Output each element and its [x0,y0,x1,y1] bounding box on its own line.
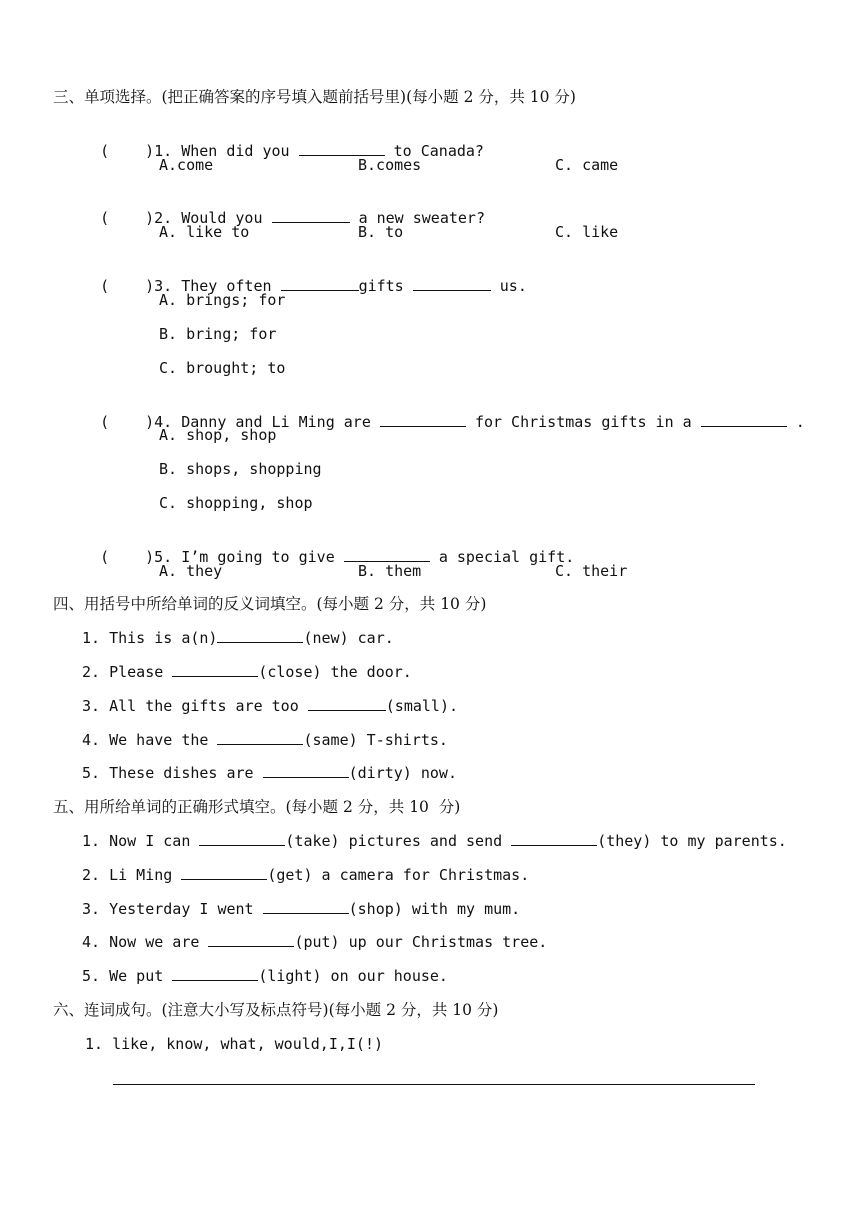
section-3-title: 三、单项选择。(把正确答案的序号填入题前括号里)(每小题 2 分，共 10 分) [53,88,576,106]
section-5-item [82,831,787,851]
section-5-title: 五、用所给单词的正确形式填空。(每小题 2 分，共 10 分) [53,798,461,816]
section-6-title: 六、连词成句。(注意大小写及标点符号)(每小题 2 分，共 10 分) [53,1001,499,1019]
item-text-post: (shop) with my mum. [348,900,521,918]
fill-blank[interactable] [299,141,385,156]
fill-blank[interactable] [344,547,430,562]
fill-blank[interactable] [281,276,359,291]
section-5-item [82,966,448,986]
fill-blank[interactable] [263,763,349,778]
section-5-item [82,899,520,919]
item-text-pre: 2. Please [82,663,164,681]
fill-blank[interactable] [199,831,285,846]
question-number: 5. [154,548,173,566]
fill-blank[interactable] [172,662,258,677]
answer-paren-open: ( [100,142,110,160]
question-number: 2. [154,209,173,227]
answer-paren-close: ) [145,277,155,295]
item-text-pre: 5. We put [82,967,164,985]
question-text-post: to Canada? [393,142,484,160]
option-b: B.comes [358,156,422,174]
item-text-pre: 2. Li Ming [82,866,173,884]
section-4-item [82,730,448,750]
answer-paren-close: ) [145,413,155,431]
fill-blank[interactable] [172,966,258,981]
question-3 [82,256,527,296]
option-b: B. bring; for [159,325,277,343]
question-text-pre: Would you [181,209,263,227]
item-text-post: (small). [385,697,459,715]
answer-paren-open: ( [100,548,110,566]
option-c: C. brought; to [159,359,286,377]
option-a: A. brings; for [159,291,286,309]
question-1 [82,121,484,161]
fill-blank[interactable] [272,208,350,223]
section-5-item [82,865,529,885]
item-text-post: (same) T-shirts. [303,731,448,749]
option-c: C. their [555,562,628,580]
section-4-title: 四、用括号中所给单词的反义词填空。(每小题 2 分，共 10 分) [53,595,487,613]
fill-blank[interactable] [181,865,267,880]
item-text-pre: 3. Yesterday I went [82,900,254,918]
section-4-item [82,696,458,716]
question-text-pre: I’m going to give [181,548,335,566]
answer-paren-close: ) [145,142,155,160]
option-a: A. like to [159,223,250,241]
answer-paren-close: ) [145,548,155,566]
fill-blank[interactable] [308,696,386,711]
item-text-pre: 3. All the gifts are too [82,697,299,715]
item-text-post: (dirty) now. [348,764,457,782]
section-4-item [82,662,412,682]
question-text-post: . [795,413,805,431]
item-text-post: (put) up our Christmas tree. [294,933,548,951]
fill-blank[interactable] [208,932,294,947]
answer-paren-open: ( [100,413,110,431]
item-text-pre: 1. Now I can [82,832,191,850]
item-text-post: (new) car. [303,629,394,647]
question-text-pre: They often [181,277,272,295]
section-5-item [82,932,547,952]
question-text-pre: Danny and Li Ming are [181,413,371,431]
item-text-pre: 4. We have the [82,731,209,749]
fill-blank[interactable] [217,628,303,643]
option-b: B. to [358,223,404,241]
fill-blank[interactable] [413,276,491,291]
fill-blank[interactable] [263,899,349,914]
answer-paren-open: ( [100,209,110,227]
fill-blank[interactable] [511,831,597,846]
option-c: C. came [555,156,619,174]
question-number: 4. [154,413,173,431]
question-text-post: a special gift. [438,548,575,566]
item-text-mid: (take) pictures and send [285,832,503,850]
answer-paren-close: ) [145,209,155,227]
question-text-post: us. [499,277,527,295]
question-number: 1. [154,142,173,160]
item-text-pre: 1. This is a(n) [82,629,218,647]
question-number: 3. [154,277,173,295]
option-b: B. them [358,562,422,580]
question-text-mid: for Christmas gifts in a [474,413,692,431]
option-c: C. like [555,223,619,241]
item-text-post: (get) a camera for Christmas. [267,866,530,884]
question-text-pre: When did you [181,142,290,160]
section-6-item: 1. like, know, what, would,I,I(!) [85,1035,384,1053]
fill-blank[interactable] [701,412,787,427]
question-2 [82,188,485,228]
question-text-post: a new sweater? [358,209,485,227]
item-text-post: (close) the door. [258,663,412,681]
item-text-post: (they) to my parents. [597,832,787,850]
option-c: C. shopping, shop [159,494,313,512]
section-4-item [82,763,457,783]
question-5 [82,527,574,567]
option-a: A.come [159,156,214,174]
item-text-pre: 4. Now we are [82,933,200,951]
answer-paren-open: ( [100,277,110,295]
answer-line[interactable] [113,1084,755,1085]
fill-blank[interactable] [380,412,466,427]
fill-blank[interactable] [217,730,303,745]
option-b: B. shops, shopping [159,460,322,478]
option-a: A. they [159,562,223,580]
section-4-item [82,628,394,648]
option-a: A. shop, shop [159,426,277,444]
question-text-mid: gifts [358,277,404,295]
item-text-pre: 5. These dishes are [82,764,254,782]
item-text-post: (light) on our house. [258,967,448,985]
